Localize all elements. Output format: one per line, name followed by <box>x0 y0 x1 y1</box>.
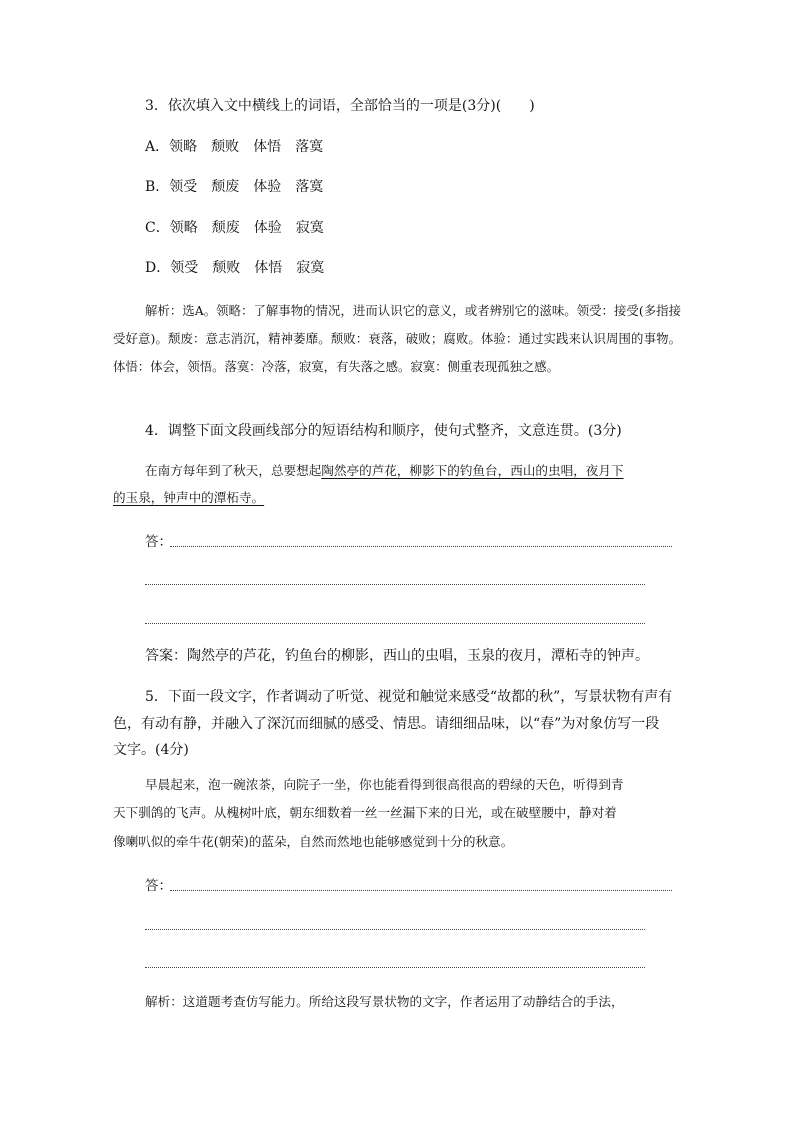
q5-stem-line1: 5．下面一段文字，作者调动了听觉、视觉和触觉来感受“故都的秋”，写景状物有声有 <box>145 689 673 705</box>
q3-option-a: A．领略 颓败 体悟 落寞 <box>145 139 324 155</box>
q5-answer-line-2[interactable] <box>145 929 645 930</box>
q5-answer-line-3[interactable] <box>145 967 645 968</box>
q3-analysis <box>113 297 681 381</box>
q3-stem: 3．依次填入文中横线上的词语，全部恰当的一项是(3分)( ) <box>145 98 535 114</box>
q3-analysis-text: 解析：选A。领略：了解事物的情况，进而认识它的意义，或者辨别它的滋味。领受：接受(多指接受好意)。颓废：意志消沉，精神萎靡。颓败：衰落，破败；腐败。体验：通过实践来认识周围的事物。体悟：体会，领悟。落寞：冷落，寂寞，有失落之感。寂寞：侧重表现孤独之感。 <box>113 303 681 374</box>
q5-stem-line3: 文字。(4分) <box>113 742 189 758</box>
q4-passage-underlined-1: 陶然亭的芦花，柳影下的钓鱼台，西山的虫唱，夜月下 <box>321 463 624 478</box>
q4-stem: 4．调整下面文段画线部分的短语结构和顺序，使句式整齐，文意连贯。(3分) <box>145 423 622 439</box>
q4-answer-line-3[interactable] <box>145 623 645 624</box>
q3-option-c: C．领略 颓废 体验 寂寞 <box>145 220 324 236</box>
q4-passage-underlined-2: 的玉泉，钟声中的潭柘寺。 <box>113 490 265 505</box>
q5-analysis: 解析：这道题考查仿写能力。所给这段写景状物的文字，作者运用了动静结合的手法， <box>145 994 624 1009</box>
q3-option-b: B．领受 颓废 体验 落寞 <box>145 179 324 195</box>
q5-passage-line1: 早晨起来，泡一碗浓茶，向院子一坐，你也能看得到很高很高的碧绿的天色，听得到青 <box>145 777 624 792</box>
q4-answer-line-2[interactable] <box>145 584 645 585</box>
q5-stem-line2: 色，有动有静，并融入了深沉而细腻的感受、情思。请细细品味，以“春”为对象仿写一段 <box>113 716 660 732</box>
q5-passage-line2: 天下驯鸽的飞声。从槐树叶底，朝东细数着一丝一丝漏下来的日光，或在破壁腰中，静对着 <box>113 805 617 820</box>
q4-answer-label: 答： <box>145 534 172 550</box>
q4-answer: 答案：陶然亭的芦花，钓鱼台的柳影，西山的虫唱，玉泉的夜月，潭柘寺的钟声。 <box>145 648 649 664</box>
q4-answer-line-1[interactable] <box>170 546 672 547</box>
q5-answer-line-1[interactable] <box>170 890 672 891</box>
q4-passage-plain: 在南方每年到了秋天，总要想起 <box>145 463 322 478</box>
q5-passage-line3: 像喇叭似的牵牛花(朝荣)的蓝朵，自然而然地也能够感觉到十分的秋意。 <box>113 834 514 849</box>
q4-passage <box>113 457 681 511</box>
q5-answer-label: 答： <box>145 878 172 894</box>
q3-option-d: D．领受 颓败 体悟 寂寞 <box>145 260 325 276</box>
